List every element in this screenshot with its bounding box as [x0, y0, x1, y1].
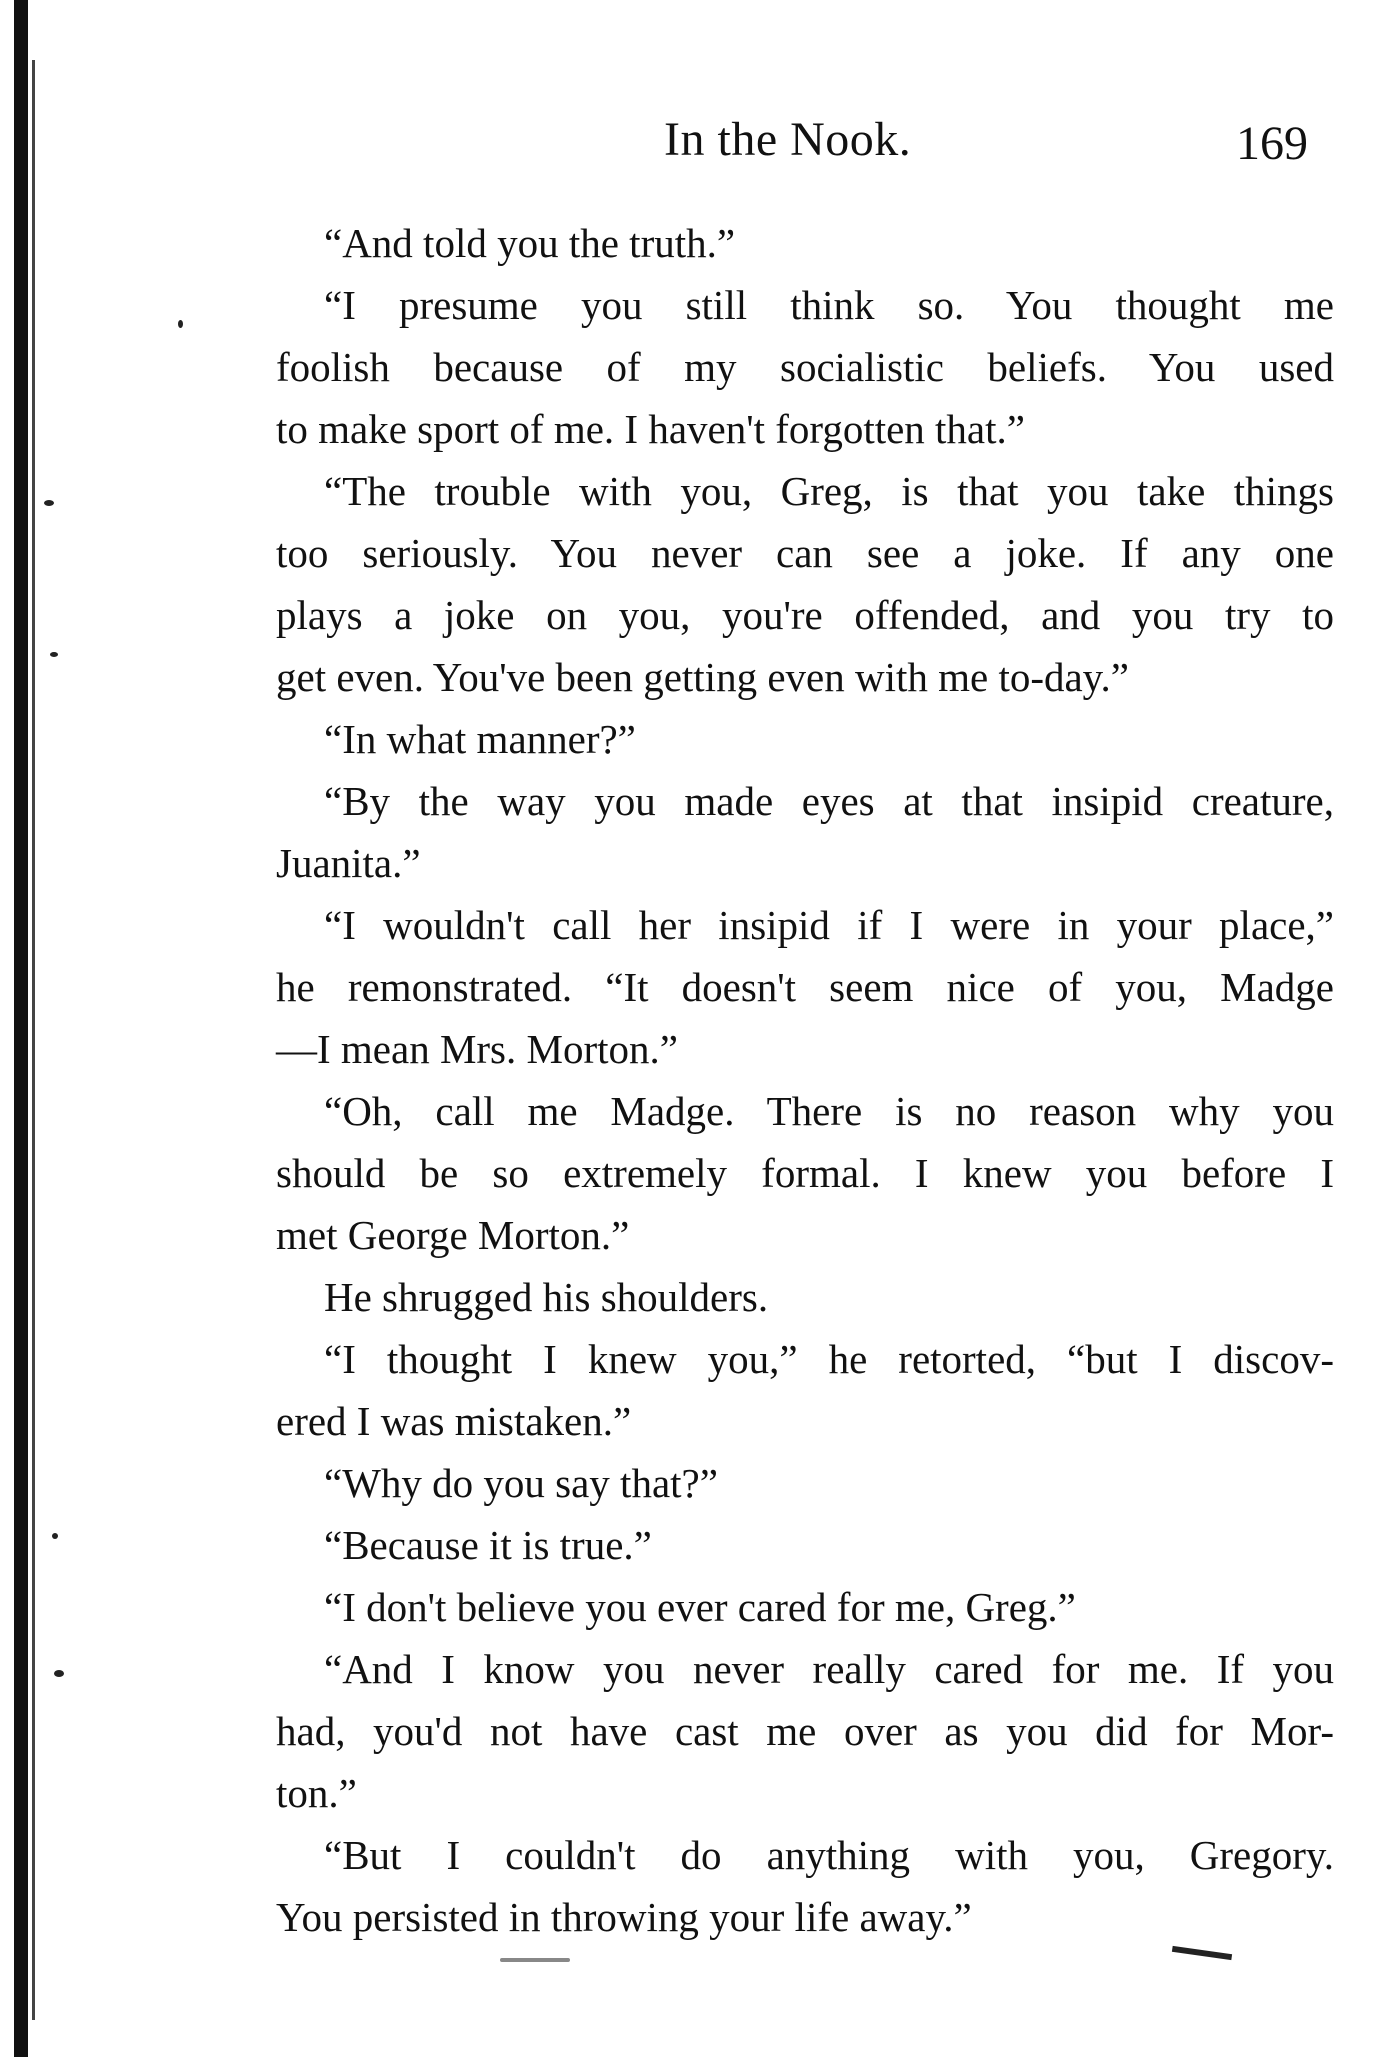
text-line: he remonstrated. “It doesn't seem nice of you, Madge: [276, 964, 1334, 1010]
text-line: should be so extremely formal. I knew you before I: [276, 1150, 1334, 1196]
text-line: ton.”: [276, 1770, 357, 1816]
print-smudge: [500, 1958, 570, 1962]
text-line: He shrugged his shoulders.: [324, 1274, 769, 1320]
text-line: “I don't believe you ever cared for me, Greg.”: [324, 1584, 1076, 1630]
text-line: plays a joke on you, you're offended, and you try to: [276, 592, 1334, 638]
text-line: met George Morton.”: [276, 1212, 630, 1258]
text-line: —I mean Mrs. Morton.”: [276, 1026, 678, 1072]
text-line: “Oh, call me Madge. There is no reason why you: [324, 1088, 1334, 1134]
text-line: “Because it is true.”: [324, 1522, 652, 1568]
text-line: “The trouble with you, Greg, is that you take things: [324, 468, 1334, 514]
text-line: to make sport of me. I haven't forgotten that.”: [276, 406, 1025, 452]
text-line: ered I was mistaken.”: [276, 1398, 632, 1444]
ink-speck: [44, 500, 54, 506]
body-text: [276, 212, 1334, 1948]
text-line: “And told you the truth.”: [324, 220, 736, 266]
text-line: “Why do you say that?”: [324, 1460, 718, 1506]
text-line: Juanita.”: [276, 840, 421, 886]
ink-speck: [178, 320, 183, 328]
binding-edge: [14, 0, 28, 2057]
text-line: “By the way you made eyes at that insipid creature,: [324, 778, 1334, 824]
ink-speck: [52, 1533, 58, 1539]
running-head: In the Nook.: [664, 113, 912, 166]
text-line: “But I couldn't do anything with you, Gregory.: [324, 1832, 1334, 1878]
text-line: “I presume you still think so. You thought me: [324, 282, 1334, 328]
text-line: “In what manner?”: [324, 716, 636, 762]
ink-speck: [54, 1670, 64, 1677]
text-line: had, you'd not have cast me over as you did for Mor-: [276, 1708, 1334, 1754]
text-line: “And I know you never really cared for me. If you: [324, 1646, 1334, 1692]
ink-speck: [50, 652, 58, 657]
text-line: “I wouldn't call her insipid if I were in your place,”: [324, 902, 1334, 948]
text-line: get even. You've been getting even with me to-day.”: [276, 654, 1129, 700]
page-number: 169: [1236, 117, 1308, 170]
text-line: “I thought I knew you,” he retorted, “but I discov-: [324, 1336, 1334, 1382]
text-line: too seriously. You never can see a joke. If any one: [276, 530, 1334, 576]
text-line: You persisted in throwing your life away.”: [276, 1894, 972, 1940]
text-line: foolish because of my socialistic beliefs. You used: [276, 344, 1334, 390]
binding-edge-line: [32, 60, 35, 2020]
